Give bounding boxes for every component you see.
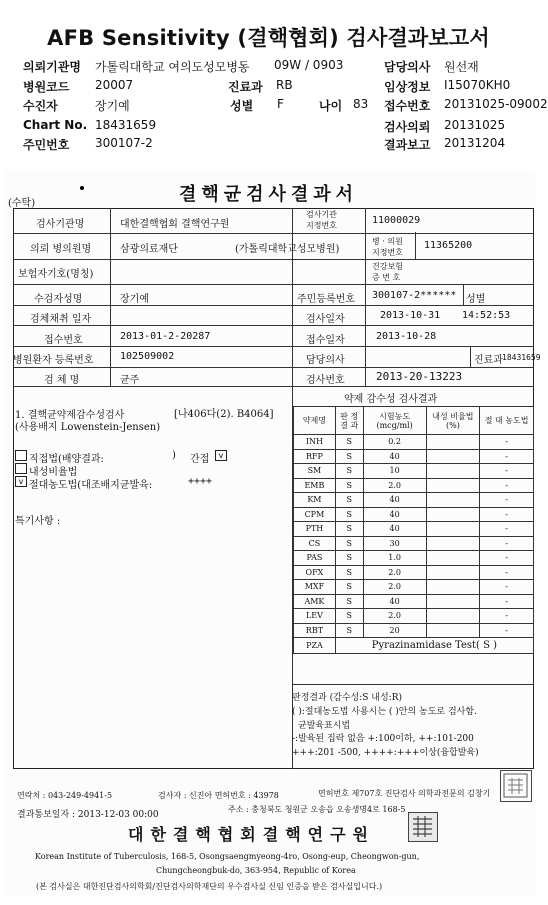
drug-cell: SM <box>294 464 336 479</box>
table-row <box>294 565 534 580</box>
notes-line1: 판정결과 (감수성:S 내성:R) <box>292 693 402 703</box>
indirect-checkbox: v <box>215 450 227 461</box>
abs-cell: - <box>480 449 534 464</box>
conc-cell: 2.0 <box>363 609 426 624</box>
table-row <box>294 536 534 551</box>
resist-cell <box>426 580 480 595</box>
specimen-value: 균주 <box>120 375 140 386</box>
hospital-code-value: 20007 <box>95 78 134 92</box>
resist-cell <box>426 522 480 537</box>
hosp-no-label: 병 · 의원 <box>372 237 403 246</box>
table-row <box>294 478 534 493</box>
abs-cell: - <box>480 536 534 551</box>
drug-cell: PAS <box>294 551 336 566</box>
abs-cell: - <box>480 551 534 566</box>
sheet-tag: (수탁) <box>8 198 36 209</box>
col-abs: 절 대 농도법 <box>480 407 534 435</box>
request-date-label: 검사의뢰 <box>384 120 431 134</box>
test-method-code: [나406다(2). B4064] <box>174 409 274 420</box>
hosp-value: 삼광의료재단 <box>120 244 178 255</box>
institute-name: 대한결핵협회결핵연구원 <box>128 825 376 844</box>
receipt-date-value: 2013-10-28 <box>376 331 437 342</box>
direct-close: ) <box>172 450 176 461</box>
resist-cell <box>426 464 480 479</box>
drug-cell: INH <box>294 435 336 450</box>
drug-cell: RFP <box>294 449 336 464</box>
notes-line5: +++:201 -500, ++++:+++이상(융합발육) <box>292 748 479 758</box>
sex-value: F <box>277 97 284 111</box>
lab-address: 주소 : 충청북도 청원군 오송읍 오송생명4로 168-5 <box>228 805 406 814</box>
institution-label: 의뢰기관명 <box>23 60 81 74</box>
resist-cell <box>426 449 480 464</box>
conc-cell: 2.0 <box>363 478 426 493</box>
judge-cell: S <box>335 522 363 537</box>
grid-line <box>470 346 471 367</box>
doctor-value: 원선재 <box>444 60 479 74</box>
judge-cell: S <box>335 478 363 493</box>
conc-cell: 0.2 <box>363 435 426 450</box>
test-date-label: 검사일자 <box>306 314 345 325</box>
table-row <box>294 493 534 508</box>
resist-cell <box>426 594 480 609</box>
resist-cell <box>426 507 480 522</box>
abs-cell: - <box>480 493 534 508</box>
pza-value: Pyrazinamidase Test( S ) <box>335 638 533 654</box>
special-notes-label: 특기사항 : <box>15 516 61 527</box>
name-label: 수검자성명 <box>34 294 83 305</box>
receipt-value: 2013-01-2-20287 <box>120 331 211 342</box>
rrn-label: 주민번호 <box>23 138 70 152</box>
grid-line <box>13 233 534 234</box>
abs-cell: - <box>480 435 534 450</box>
receipt-date-label: 접수일자 <box>306 335 345 346</box>
report-date-label: 결과보고 <box>384 138 431 152</box>
judge-cell: S <box>335 449 363 464</box>
dept-field-value: 18431659 <box>502 353 541 362</box>
seal-pattern-icon <box>501 771 530 800</box>
receipt-no-value: 20131025-09002 <box>444 97 548 111</box>
grid-line <box>13 386 534 387</box>
dept-value: RB <box>276 78 293 92</box>
drug-cell: RBT <box>294 623 336 638</box>
receipt-label: 접수번호 <box>44 335 83 346</box>
test-method-line2: (사용배지 Lowenstein-Jensen) <box>15 422 161 433</box>
sex-field-label: 성별 <box>466 294 486 305</box>
hospital-reg-value: 102509002 <box>120 351 175 362</box>
table-row <box>294 638 534 654</box>
drug-cell: AMK <box>294 594 336 609</box>
drug-cell: CPM <box>294 507 336 522</box>
dept-field-label: 진료과 <box>474 355 503 366</box>
resist-ratio-checkbox <box>15 463 27 474</box>
rrn-field-value: 300107-2****** <box>372 290 457 301</box>
table-row <box>294 435 534 450</box>
abs-cell: - <box>480 594 534 609</box>
table-row <box>294 609 534 624</box>
grid-line <box>365 208 366 386</box>
col-resist: 내성 비율법(%) <box>426 407 480 435</box>
direct-checkbox <box>15 450 27 461</box>
table-header-row <box>294 407 534 435</box>
notes-line3: 균발육표시법 <box>298 721 351 731</box>
conc-cell: 2.0 <box>363 580 426 595</box>
resist-cell <box>426 435 480 450</box>
conc-cell: 40 <box>363 522 426 537</box>
table-row <box>294 580 534 595</box>
report-date-value: 20131204 <box>444 136 506 150</box>
hospital-code-label: 병원코드 <box>23 80 70 94</box>
org-no-value: 11000029 <box>372 215 421 226</box>
report-title: AFB Sensitivity (결핵협회) 검사결과보고서 <box>47 26 490 50</box>
hosp-no-label-2: 지정번호 <box>372 248 403 257</box>
judge-cell: S <box>335 580 363 595</box>
rrn-field-label: 주민등록번호 <box>297 294 355 305</box>
col-judge: 판 정 결 과 <box>335 407 363 435</box>
judge-cell: S <box>335 609 363 624</box>
org-no-label: 검사기관 <box>306 210 337 219</box>
grid-line <box>13 346 534 347</box>
resist-cell <box>426 478 480 493</box>
abs-cell: - <box>480 623 534 638</box>
abs-cell: - <box>480 478 534 493</box>
receipt-no-label: 접수번호 <box>384 99 431 113</box>
indirect-label: 간접 <box>190 454 210 465</box>
table-row <box>294 449 534 464</box>
results-title: 약제 감수성 검사결과 <box>344 394 438 405</box>
certification-note: (본 검사실은 대한진단검사의학회/진단검사의학재단의 우수검사실 신임 인증을 받은 검사실입니다.) <box>36 882 383 891</box>
institution-seal <box>500 770 532 802</box>
doctor-field-label: 담당의사 <box>306 355 345 366</box>
drug-cell: EMB <box>294 478 336 493</box>
notes-line2: ( ):절대농도법 사용시는 ( )안의 농도로 검사함. <box>292 707 477 717</box>
address-en-1: Korean Institute of Tuberculosis, 168-5, Osongsaengmyeong-4ro, Osong-eup, Cheongwon-gun, <box>35 852 420 861</box>
drug-cell: KM <box>294 493 336 508</box>
conc-cell: 30 <box>363 536 426 551</box>
resist-cell <box>426 493 480 508</box>
notify-date: 결과통보일자 : 2013-12-03 00:00 <box>17 810 159 820</box>
resist-cell <box>426 536 480 551</box>
drug-cell: MXF <box>294 580 336 595</box>
specimen-label: 검 체 명 <box>44 375 80 386</box>
direct-label: 직접법(배양결과: <box>29 454 104 465</box>
patient-value: 장기예 <box>95 99 130 113</box>
drug-cell: CS <box>294 536 336 551</box>
contact-number: 연락처 : 043-249-4941-5 <box>17 791 113 800</box>
institution-value: 가톨릭대학교 여의도성모병동 <box>95 60 250 74</box>
hosp-label: 의뢰 병의원명 <box>30 244 92 255</box>
license-info: 면허번호 제707호 진단검사 의학과전문의 김창기 <box>318 789 491 798</box>
test-date-value: 2013-10-31 <box>380 310 441 321</box>
resist-cell <box>426 565 480 580</box>
absolute-value: ++++ <box>188 476 213 487</box>
dept-label: 진료과 <box>228 80 263 94</box>
org-value: 대한결핵협회 결핵연구원 <box>120 219 230 230</box>
grid-line <box>463 284 464 305</box>
org-label: 검사기관명 <box>36 219 85 230</box>
resist-ratio-label: 내성비율법 <box>29 467 78 478</box>
judge-cell: S <box>335 435 363 450</box>
col-conc: 시험농도 (mcg/ml) <box>363 407 426 435</box>
grid-line <box>13 367 534 368</box>
table-row <box>294 507 534 522</box>
judge-cell: S <box>335 623 363 638</box>
director-seal <box>408 812 438 842</box>
col-drug: 약제명 <box>294 407 336 435</box>
pza-label: PZA <box>294 638 336 654</box>
test-no-value: 2013-20-13223 <box>376 370 463 383</box>
drug-cell: PTH <box>294 522 336 537</box>
rrn-value: 300107-2 <box>95 136 153 150</box>
test-method-line1: 1. 결핵균약제감수성검사 <box>15 410 125 421</box>
judge-cell: S <box>335 594 363 609</box>
resist-cell <box>426 623 480 638</box>
sex-label: 성별 <box>230 99 254 113</box>
conc-cell: 1.0 <box>363 551 426 566</box>
insurer-label: 보험자기호(명칭) <box>18 269 94 280</box>
test-time-value: 14:52:53 <box>462 310 511 321</box>
table-row <box>294 522 534 537</box>
abs-cell: - <box>480 507 534 522</box>
judge-cell: S <box>335 551 363 566</box>
table-row <box>294 464 534 479</box>
collect-date-label: 검체채취 일자 <box>30 314 92 325</box>
chart-no-label: Chart No. <box>23 118 88 132</box>
abs-cell: - <box>480 565 534 580</box>
clinical-info-value: I15070KH0 <box>444 78 511 92</box>
clinical-info-label: 임상정보 <box>384 80 431 94</box>
table-row <box>294 594 534 609</box>
resist-cell <box>426 551 480 566</box>
grid-line <box>415 232 416 260</box>
conc-cell: 40 <box>363 594 426 609</box>
drug-cell: LEV <box>294 609 336 624</box>
ward-value: 09W / 0903 <box>274 58 344 72</box>
judge-cell: S <box>335 536 363 551</box>
address-en-2: Chungcheongbuk-do, 363-954, Republic of Korea <box>156 866 356 875</box>
grid-line <box>13 325 534 326</box>
judge-cell: S <box>335 565 363 580</box>
doctor-label: 담당의사 <box>384 60 431 74</box>
conc-cell: 40 <box>363 493 426 508</box>
susceptibility-table <box>293 406 534 654</box>
seal-pattern-icon <box>409 813 436 840</box>
age-label: 나이 <box>319 99 343 113</box>
abs-cell: - <box>480 609 534 624</box>
chart-no-value: 18431659 <box>95 118 157 132</box>
judge-cell: S <box>335 464 363 479</box>
absolute-checkbox: v <box>15 476 27 487</box>
notes-line4: -:발육된 집락 없음 +:100이하, ++:101-200 <box>292 734 474 744</box>
table-row <box>294 551 534 566</box>
conc-cell: 20 <box>363 623 426 638</box>
judge-cell: S <box>335 493 363 508</box>
health-no-label-2: 증 번 호 <box>372 273 401 282</box>
hosp-no-value: 11365200 <box>424 240 473 251</box>
org-no-label-2: 지정번호 <box>306 221 337 230</box>
request-date-value: 20131025 <box>444 118 506 132</box>
name-value: 장기예 <box>120 294 149 305</box>
patient-label: 수진자 <box>23 99 58 113</box>
health-no-label: 건강보험 <box>372 262 403 271</box>
grid-line <box>292 684 534 685</box>
absolute-label: 절대농도법(대조배지균발육: <box>29 480 153 491</box>
hospital-reg-label: 병원환자 등록번호 <box>13 355 94 366</box>
test-no-label: 검사번호 <box>306 375 345 386</box>
abs-cell: - <box>480 464 534 479</box>
grid-line <box>13 259 534 260</box>
judge-cell: S <box>335 507 363 522</box>
grid-line <box>292 208 293 386</box>
tester-info: 검사자 : 신진아 면허번호 : 43978 <box>158 791 279 800</box>
grid-line <box>13 305 534 306</box>
conc-cell: 40 <box>363 449 426 464</box>
grid-line <box>13 284 534 285</box>
abs-cell: - <box>480 522 534 537</box>
conc-cell: 10 <box>363 464 426 479</box>
table-row <box>294 623 534 638</box>
drug-cell: OFX <box>294 565 336 580</box>
resist-cell <box>426 609 480 624</box>
conc-cell: 40 <box>363 507 426 522</box>
age-value: 83 <box>353 97 369 111</box>
conc-cell: 2.0 <box>363 565 426 580</box>
sheet-title: 결핵균검사결과서 <box>178 184 359 205</box>
grid-line <box>110 208 111 386</box>
abs-cell: - <box>480 580 534 595</box>
hosp-sub: (가톨릭대학교성모병원) <box>235 244 340 255</box>
